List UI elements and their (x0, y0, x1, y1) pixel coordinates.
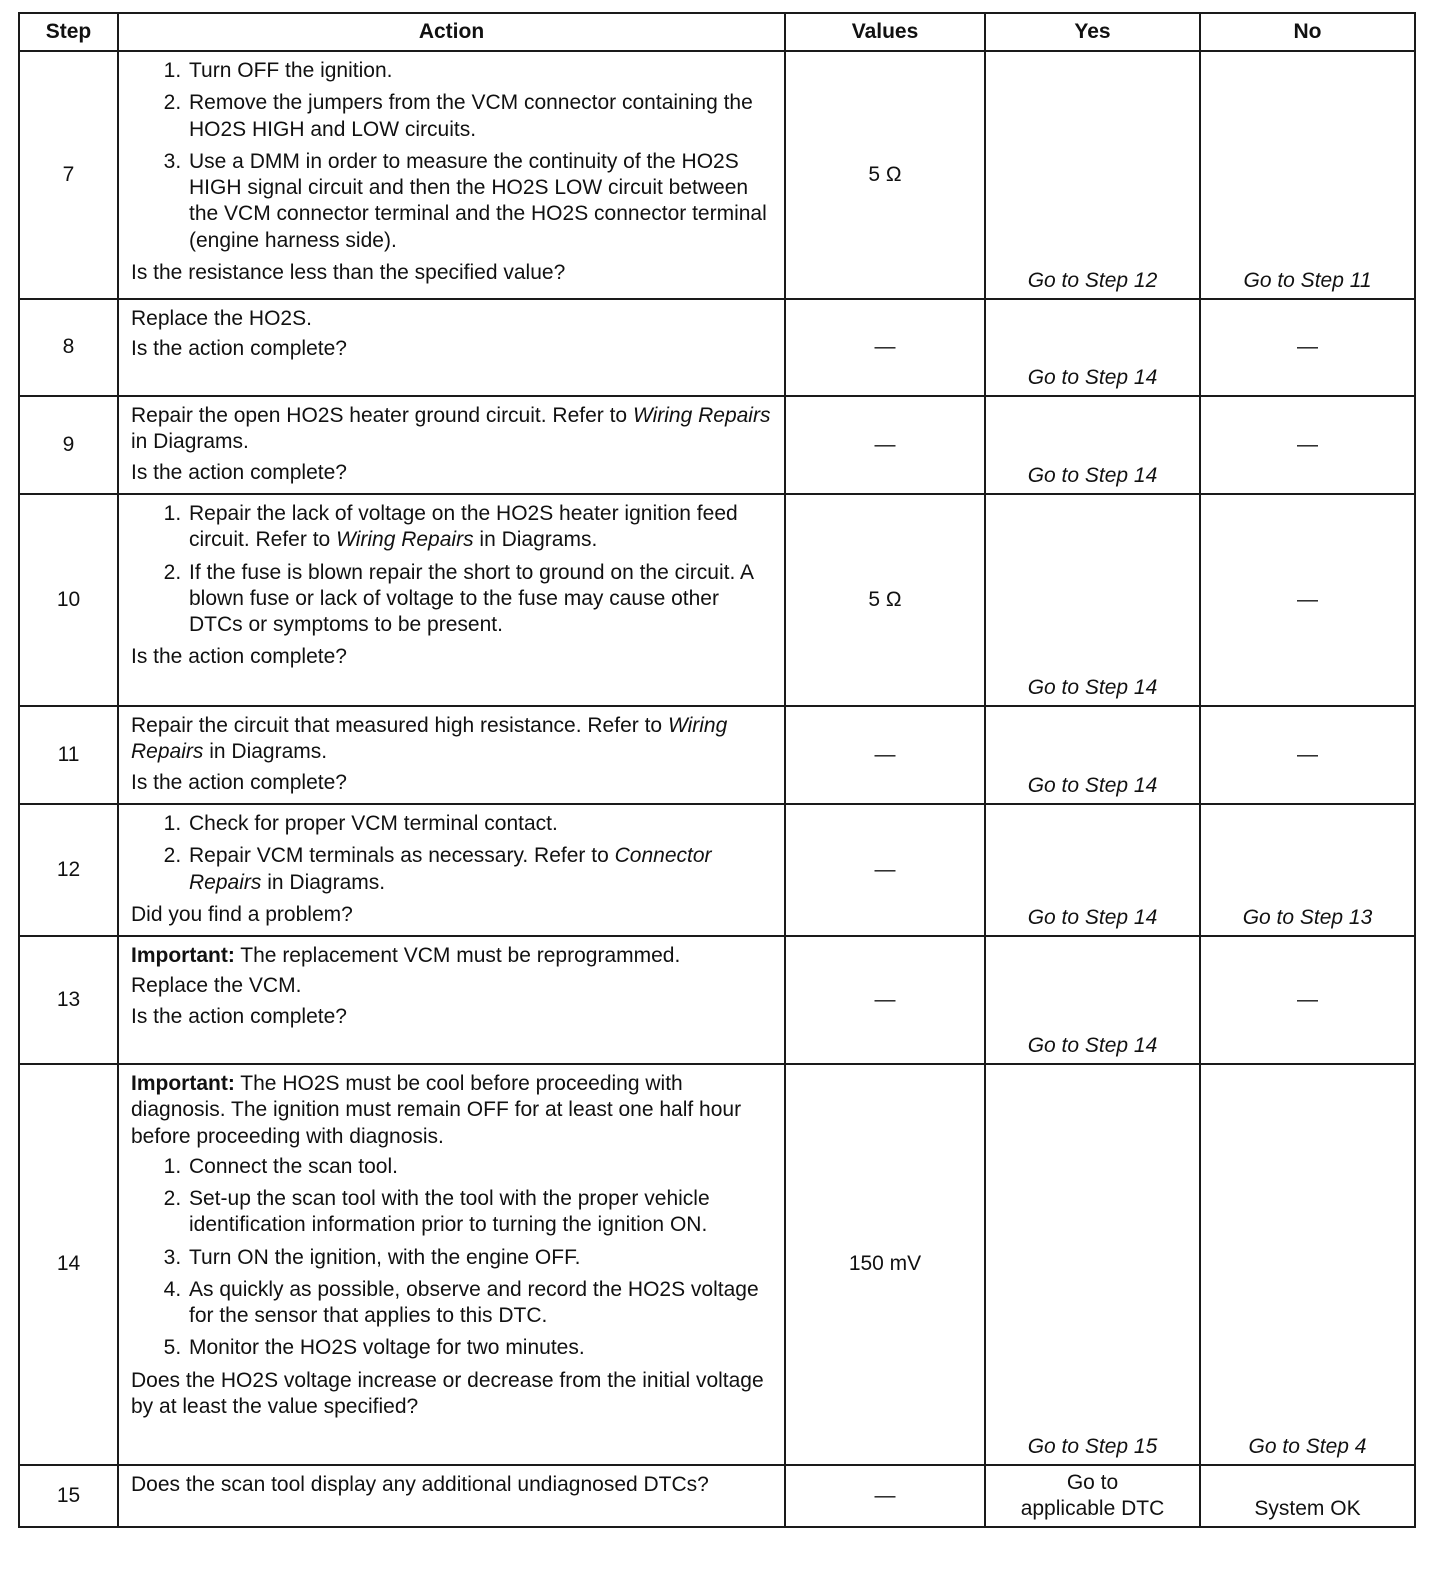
yes-cell: Go to Step 14 (985, 494, 1200, 706)
action-item: 5. Monitor the HO2S voltage for two minutes. (187, 1335, 774, 1361)
action-item: 3. Turn ON the ignition, with the engine OFF. (187, 1245, 774, 1271)
yes-cell: Go to Step 14 (985, 299, 1200, 396)
action-cell (118, 396, 785, 494)
action-item: 2. Remove the jumpers from the VCM connector containing the HO2S HIGH and LOW circuits. (187, 90, 774, 143)
action-text: Replace the HO2S. (131, 307, 312, 330)
action-cell (118, 1465, 785, 1527)
yes-cell: Go to Step 12 (985, 51, 1200, 299)
action-question: Is the action complete? (131, 460, 347, 484)
action-item (187, 843, 774, 896)
table-row (19, 804, 1415, 936)
value-cell: 5 Ω (785, 494, 985, 706)
header-no: No (1200, 13, 1415, 51)
reference-wiring-repairs: Wiring Repairs (632, 404, 771, 427)
yes-cell: Go to Step 14 (985, 936, 1200, 1064)
reference-wiring-repairs: Wiring Repairs (131, 714, 728, 764)
value-cell: — (785, 299, 985, 396)
action-list (131, 501, 774, 638)
header-yes: Yes (985, 13, 1200, 51)
no-cell: Go to Step 4 (1200, 1064, 1415, 1465)
action-cell (118, 706, 785, 804)
action-item: 4. As quickly as possible, observe and record the HO2S voltage for the sensor that applies to this DTC. (187, 1277, 774, 1330)
yes-cell: Go to Step 14 (985, 804, 1200, 936)
yes-cell: Go to Step 14 (985, 706, 1200, 804)
yes-cell: Go to Step 15 (985, 1064, 1200, 1465)
action-text (131, 403, 774, 456)
yes-cell (985, 1465, 1200, 1527)
action-text-after: in Diagrams. (131, 430, 249, 454)
reference-connector-repairs: Connector Repairs (189, 844, 712, 894)
action-item: 1. Connect the scan tool. (187, 1154, 774, 1180)
action-item: 1. Check for proper VCM terminal contact. (187, 811, 774, 837)
action-question: Did you find a problem? (131, 902, 353, 926)
action-list (131, 58, 774, 254)
action-text-before: Repair the open HO2S heater ground circuit. Refer to (131, 404, 628, 427)
diagnostic-table (18, 12, 1416, 1528)
table-row (19, 1064, 1415, 1465)
action-list (131, 811, 774, 896)
action-question: Does the scan tool display any additional undiagnosed DTCs? (131, 1473, 709, 1496)
step-number: 7 (19, 51, 118, 299)
step-number: 8 (19, 299, 118, 396)
yes-line-2: applicable DTC (1020, 1497, 1165, 1520)
no-cell: — (1200, 299, 1415, 396)
header-row (19, 13, 1415, 51)
action-question: Does the HO2S voltage increase or decrease from the initial voltage by at least the value specified? (131, 1368, 764, 1418)
table-row (19, 51, 1415, 299)
action-text (131, 713, 774, 766)
step-number: 11 (19, 706, 118, 804)
action-question: Is the action complete? (131, 770, 347, 794)
step-number: 13 (19, 936, 118, 1064)
value-cell: — (785, 706, 985, 804)
header-values: Values (785, 13, 985, 51)
value-cell: 150 mV (785, 1064, 985, 1465)
important-text: The replacement VCM must be reprogrammed. (240, 944, 681, 967)
value-cell: — (785, 936, 985, 1064)
action-cell (118, 804, 785, 936)
step-number: 9 (19, 396, 118, 494)
header-step: Step (19, 13, 118, 51)
action-text-before: Repair the circuit that measured high resistance. Refer to (131, 714, 663, 737)
action-cell (118, 494, 785, 706)
action-item-text-after: in Diagrams. (479, 528, 598, 552)
table-row (19, 396, 1415, 494)
step-number: 15 (19, 1465, 118, 1527)
no-cell: — (1200, 396, 1415, 494)
action-text-after: in Diagrams. (209, 740, 328, 764)
action-cell (118, 51, 785, 299)
action-cell (118, 299, 785, 396)
step-number: 10 (19, 494, 118, 706)
action-cell (118, 936, 785, 1064)
action-item: 2. If the fuse is blown repair the short to ground on the circuit. A blown fuse or lack of voltage to the fuse may cause other DTCs or symptoms to be present. (187, 560, 774, 639)
action-text: Replace the VCM. (131, 974, 302, 998)
no-cell: — (1200, 494, 1415, 706)
reference-wiring-repairs: Wiring Repairs (336, 528, 474, 552)
action-item: 1. Turn OFF the ignition. (187, 58, 774, 84)
important-note (131, 943, 774, 969)
action-question: Is the action complete? (131, 1004, 347, 1028)
table-row (19, 299, 1415, 396)
no-cell: — (1200, 936, 1415, 1064)
table-row (19, 936, 1415, 1064)
header-action: Action (118, 13, 785, 51)
step-number: 12 (19, 804, 118, 936)
no-cell: — (1200, 706, 1415, 804)
action-item (187, 501, 774, 554)
no-cell: System OK (1200, 1465, 1415, 1527)
important-label: Important: (131, 1072, 235, 1095)
table-row (19, 1465, 1415, 1527)
value-cell: 5 Ω (785, 51, 985, 299)
action-question: Is the action complete? (131, 337, 347, 361)
action-list (131, 1154, 774, 1362)
no-cell: Go to Step 13 (1200, 804, 1415, 936)
important-label: Important: (131, 944, 235, 967)
important-note (131, 1071, 774, 1150)
table-row (19, 494, 1415, 706)
action-item-text-before: Repair VCM terminals as necessary. Refer to (189, 844, 609, 868)
important-text: The HO2S must be cool before proceeding with diagnosis. The ignition must remain OFF for at least one half hour before proceeding with diagnosis. (131, 1072, 742, 1148)
yes-cell: Go to Step 14 (985, 396, 1200, 494)
action-item: 3. Use a DMM in order to measure the continuity of the HO2S HIGH signal circuit and then the HO2S LOW circuit between the VCM connector terminal and the HO2S connector terminal (engine harness side). (187, 149, 774, 254)
step-number: 14 (19, 1064, 118, 1465)
action-cell (118, 1064, 785, 1465)
action-question: Is the action complete? (131, 645, 347, 669)
table-row (19, 706, 1415, 804)
value-cell: — (785, 804, 985, 936)
yes-line-1: Go to (1066, 1470, 1119, 1494)
action-question: Is the resistance less than the specified value? (131, 260, 566, 284)
value-cell: — (785, 1465, 985, 1527)
action-item: 2. Set-up the scan tool with the tool with the proper vehicle identification information prior to turning the ignition ON. (187, 1186, 774, 1239)
no-cell: Go to Step 11 (1200, 51, 1415, 299)
value-cell: — (785, 396, 985, 494)
action-item-text-before: Repair the lack of voltage on the HO2S heater ignition feed circuit. Refer to (189, 502, 738, 552)
action-item-text-after: in Diagrams. (267, 870, 386, 894)
